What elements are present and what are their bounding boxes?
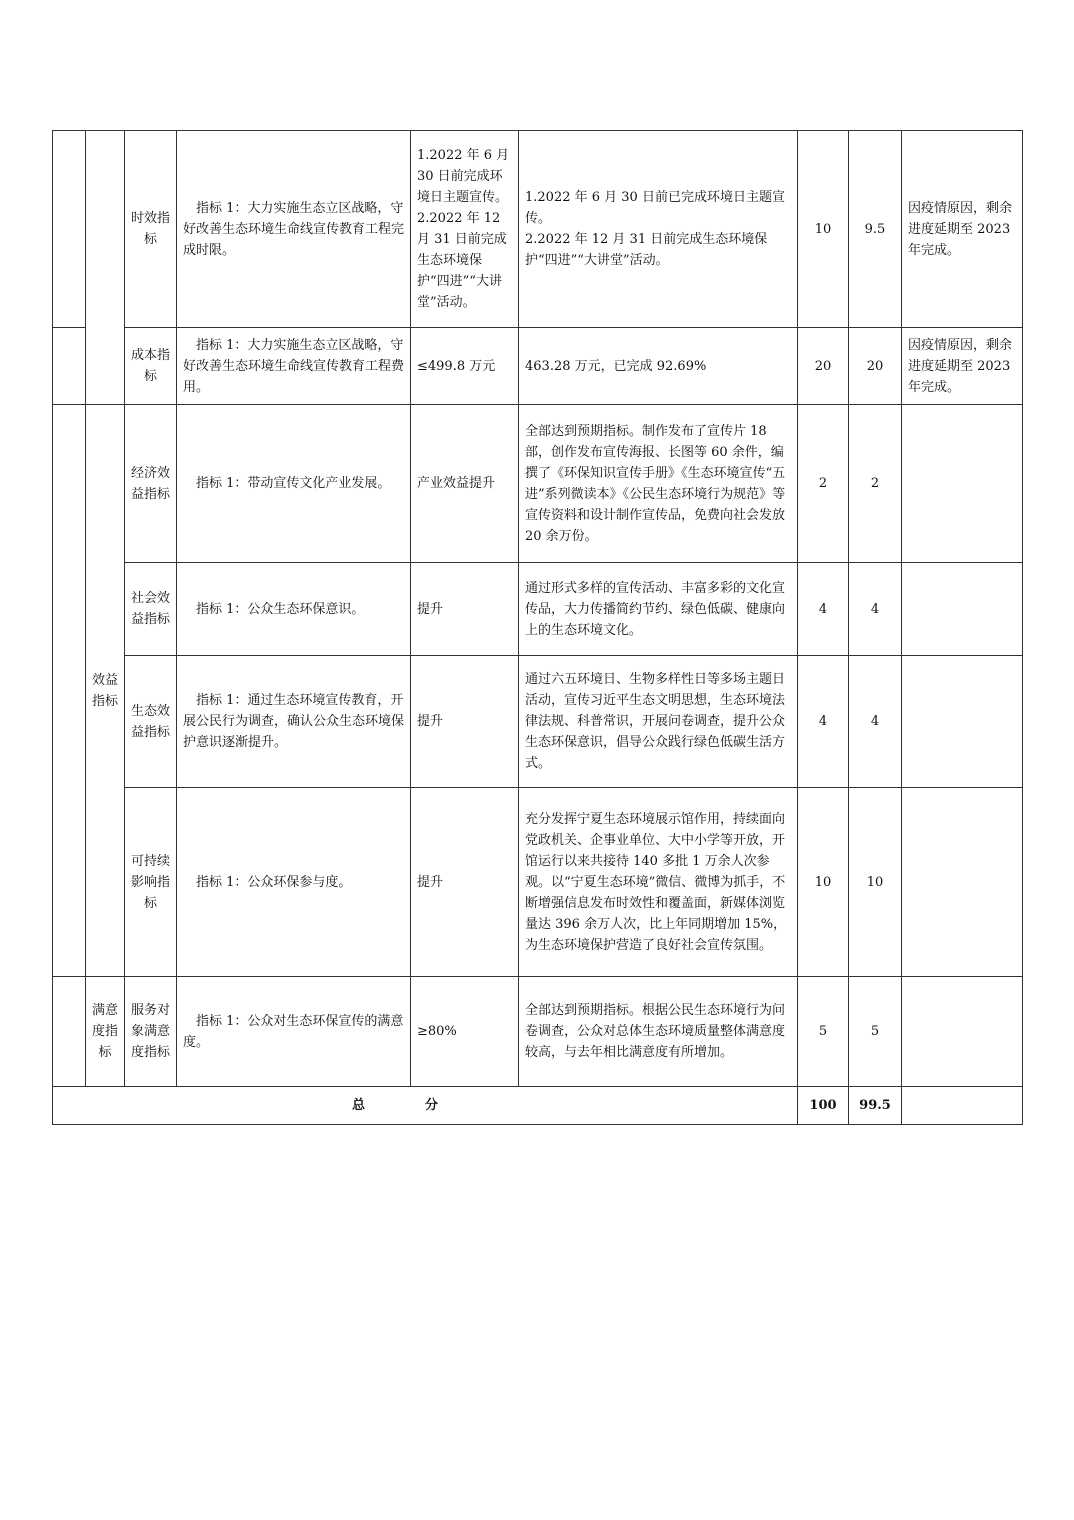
sub-indicator-cell: 成本指标 (125, 328, 177, 405)
weight-cell: 5 (798, 977, 849, 1087)
score-cell: 4 (849, 656, 902, 788)
target-cell: 提升 (411, 563, 519, 656)
weight-cell: 2 (798, 405, 849, 563)
score-cell: 20 (849, 328, 902, 405)
note-cell (902, 656, 1023, 788)
actual-cell: 通过六五环境日、生物多样性日等多场主题日活动，宣传习近平生态文明思想，生态环境法律法规、科普常识，开展问卷调查，提升公众生态环保意识，倡导公众践行绿色低碳生活方式。 (519, 656, 798, 788)
actual-cell: 通过形式多样的宣传活动、丰富多彩的文化宣传品，大力传播简约节约、绿色低碳、健康向上的生态环境文化。 (519, 563, 798, 656)
sub-indicator-cell: 生态效益指标 (125, 656, 177, 788)
performance-table (52, 130, 1023, 1125)
indicator-cell: 指标 1：大力实施生态立区战略，守好改善生态环境生命线宣传教育工程费用。 (177, 328, 411, 405)
empty-cell (53, 405, 86, 977)
actual-cell: 全部达到预期指标。制作发布了宣传片 18 部，创作发布宣传海报、长图等 60 余件，编撰了《环保知识宣传手册》《生态环境宣传“五进”系列微读本》《公民生态环境行为规范》等宣传资料和设计制作宣传品，免费向社会发放 20 余万份。 (519, 405, 798, 563)
total-note (902, 1087, 1023, 1125)
indicator-cell: 指标 1：公众对生态环保宣传的满意度。 (177, 977, 411, 1087)
note-cell: 因疫情原因，剩余进度延期至 2023 年完成。 (902, 131, 1023, 328)
actual-cell: 全部达到预期指标。根据公民生态环境行为问卷调查，公众对总体生态环境质量整体满意度较高，与去年相比满意度有所增加。 (519, 977, 798, 1087)
total-row (53, 1087, 1023, 1125)
target-cell: ≥80% (411, 977, 519, 1087)
weight-cell: 10 (798, 788, 849, 977)
category-cell: 满意度指标 (86, 977, 125, 1087)
indicator-cell: 指标 1：大力实施生态立区战略，守好改善生态环境生命线宣传教育工程完成时限。 (177, 131, 411, 328)
target-cell: 提升 (411, 788, 519, 977)
empty-cell (53, 131, 86, 328)
indicator-cell: 指标 1：公众生态环保意识。 (177, 563, 411, 656)
weight-cell: 4 (798, 656, 849, 788)
total-score: 99.5 (849, 1087, 902, 1125)
score-cell: 2 (849, 405, 902, 563)
target-cell: 1.2022 年 6 月 30 日前完成环境日主题宣传。2.2022 年 12 月 31 日前完成生态环境保护“四进”“大讲堂”活动。 (411, 131, 519, 328)
score-cell: 9.5 (849, 131, 902, 328)
note-cell: 因疫情原因，剩余进度延期至 2023 年完成。 (902, 328, 1023, 405)
sub-indicator-cell: 时效指标 (125, 131, 177, 328)
note-cell (902, 563, 1023, 656)
total-label: 总分 (53, 1087, 798, 1125)
table-row (53, 563, 1023, 656)
table-row (53, 788, 1023, 977)
note-cell (902, 405, 1023, 563)
weight-cell: 4 (798, 563, 849, 656)
actual-line: 2.2022 年 12 月 31 日前完成生态环境保护“四进”“大讲堂”活动。 (525, 232, 768, 268)
table-row (53, 405, 1023, 563)
weight-cell: 20 (798, 328, 849, 405)
sub-indicator-cell: 服务对象满意度指标 (125, 977, 177, 1087)
weight-cell: 10 (798, 131, 849, 328)
target-cell: 提升 (411, 656, 519, 788)
sub-indicator-cell: 经济效益指标 (125, 405, 177, 563)
actual-cell (519, 131, 798, 328)
sub-indicator-cell: 社会效益指标 (125, 563, 177, 656)
note-cell (902, 977, 1023, 1087)
score-cell: 5 (849, 977, 902, 1087)
note-cell (902, 788, 1023, 977)
table-row (53, 977, 1023, 1087)
total-weight: 100 (798, 1087, 849, 1125)
sub-indicator-cell: 可持续影响指标 (125, 788, 177, 977)
actual-line: 1.2022 年 6 月 30 日前已完成环境日主题宣传。 (525, 190, 785, 226)
actual-cell: 充分发挥宁夏生态环境展示馆作用，持续面向党政机关、企事业单位、大中小学等开放，开馆运行以来共接待 140 多批 1 万余人次参观。以“宁夏生态环境”微信、微博为抓手，不断增强信息发布时效性和覆盖面，新媒体浏览量达 396 余万人次，比上年同期增加 15%，为生态环境保护营造了良好社会宣传氛围。 (519, 788, 798, 977)
category-cell: 效益指标 (86, 405, 125, 977)
empty-cell (86, 131, 125, 405)
indicator-cell: 指标 1：带动宣传文化产业发展。 (177, 405, 411, 563)
table-row (53, 131, 1023, 328)
target-cell: ≤499.8 万元 (411, 328, 519, 405)
target-cell: 产业效益提升 (411, 405, 519, 563)
actual-cell: 463.28 万元，已完成 92.69% (519, 328, 798, 405)
empty-cell (53, 977, 86, 1087)
empty-cell (53, 328, 86, 405)
table-row (53, 656, 1023, 788)
indicator-cell: 指标 1：通过生态环境宣传教育，开展公民行为调查，确认公众生态环境保护意识逐渐提升。 (177, 656, 411, 788)
indicator-cell: 指标 1：公众环保参与度。 (177, 788, 411, 977)
score-cell: 10 (849, 788, 902, 977)
table-row (53, 328, 1023, 405)
score-cell: 4 (849, 563, 902, 656)
